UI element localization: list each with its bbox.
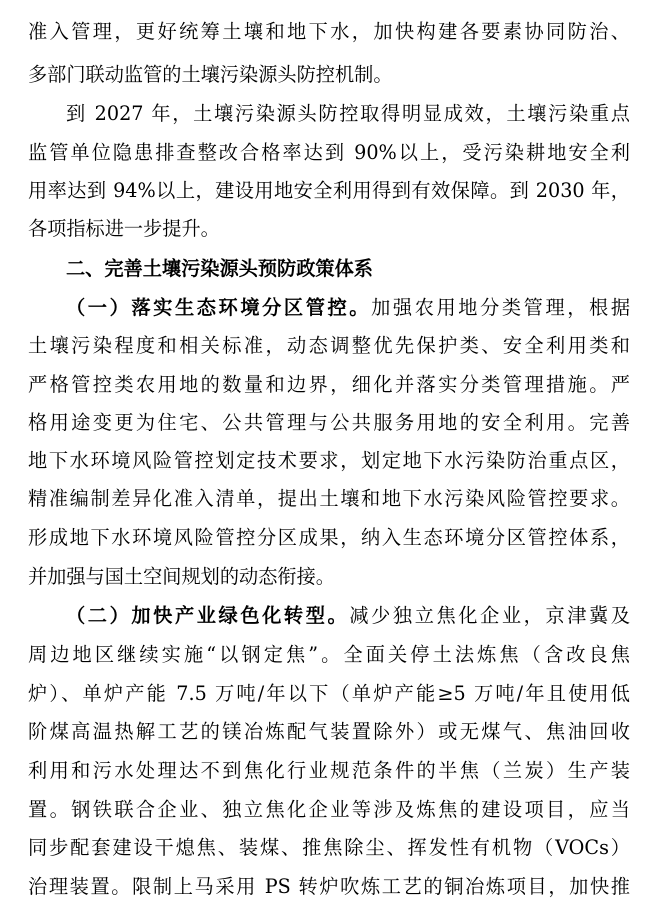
subsection-title: （一）落实生态环境分区管控。 [66, 296, 372, 319]
paragraph-line: 用率达到 94%以上，建设用地安全利用得到有效保障。到 2030 年， [28, 179, 630, 202]
paragraph-text: 减少独立焦化企业，京津冀及 [349, 604, 630, 627]
paragraph-line: 土壤污染程度和相关标准，动态调整优先保护类、安全利用类和 [28, 334, 630, 357]
paragraph-line: 炉）、单炉产能 7.5 万吨/年以下（单炉产能≥5 万吨/年且使用低 [28, 682, 630, 705]
paragraph-line: 多部门联动监管的土壤污染源头防控机制。 [28, 63, 393, 86]
paragraph-line: 到 2027 年，土壤污染源头防控取得明显成效，土壤污染重点 [66, 102, 630, 125]
paragraph-line: 精准编制差异化准入清单，提出土壤和地下水污染风险管控要求。 [28, 487, 630, 510]
paragraph-line: 阶煤高温热解工艺的镁冶炼配气装置除外）或无煤气、焦油回收 [28, 720, 630, 743]
paragraph-line: 地下水环境风险管控划定技术要求，划定地下水污染防治重点区， [28, 449, 630, 472]
paragraph-line: 治理装置。限制上马采用 PS 转炉吹炼工艺的铜冶炼项目，加快推 [28, 875, 630, 898]
section-heading: 二、完善土壤污染源头预防政策体系 [66, 257, 373, 280]
paragraph-text: 加强农用地分类管理，根据 [371, 296, 630, 319]
paragraph-line: 准入管理，更好统筹土壤和地下水，加快构建各要素协同防治、 [28, 20, 630, 43]
paragraph-line: 并加强与国土空间规划的动态衔接。 [28, 565, 335, 588]
paragraph-line: 监管单位隐患排查整改合格率达到 90%以上，受污染耕地安全利 [28, 141, 630, 164]
paragraph-line: 各项指标进一步提升。 [28, 217, 220, 240]
paragraph-line: 利用和污水处理达不到焦化行业规范条件的半焦（兰炭）生产装 [28, 759, 630, 782]
paragraph-line: 周边地区继续实施“以钢定焦”。全面关停土法炼焦（含改良焦 [28, 643, 630, 666]
paragraph-first-line [66, 604, 630, 628]
subsection-title: （二）加快产业绿色化转型。 [66, 604, 350, 627]
paragraph-line: 置。钢铁联合企业、独立焦化企业等涉及炼焦的建设项目，应当 [28, 798, 630, 821]
paragraph-line: 严格管控类农用地的数量和边界，细化并落实分类管理措施。严 [28, 373, 630, 396]
paragraph-line: 格用途变更为住宅、公共管理与公共服务用地的安全利用。完善 [28, 411, 630, 434]
paragraph-line: 形成地下水环境风险管控分区成果，纳入生态环境分区管控体系， [28, 526, 630, 549]
paragraph-first-line [66, 296, 630, 320]
paragraph-line: 同步配套建设干熄焦、装煤、推焦除尘、挥发性有机物（VOCs） [28, 836, 630, 859]
